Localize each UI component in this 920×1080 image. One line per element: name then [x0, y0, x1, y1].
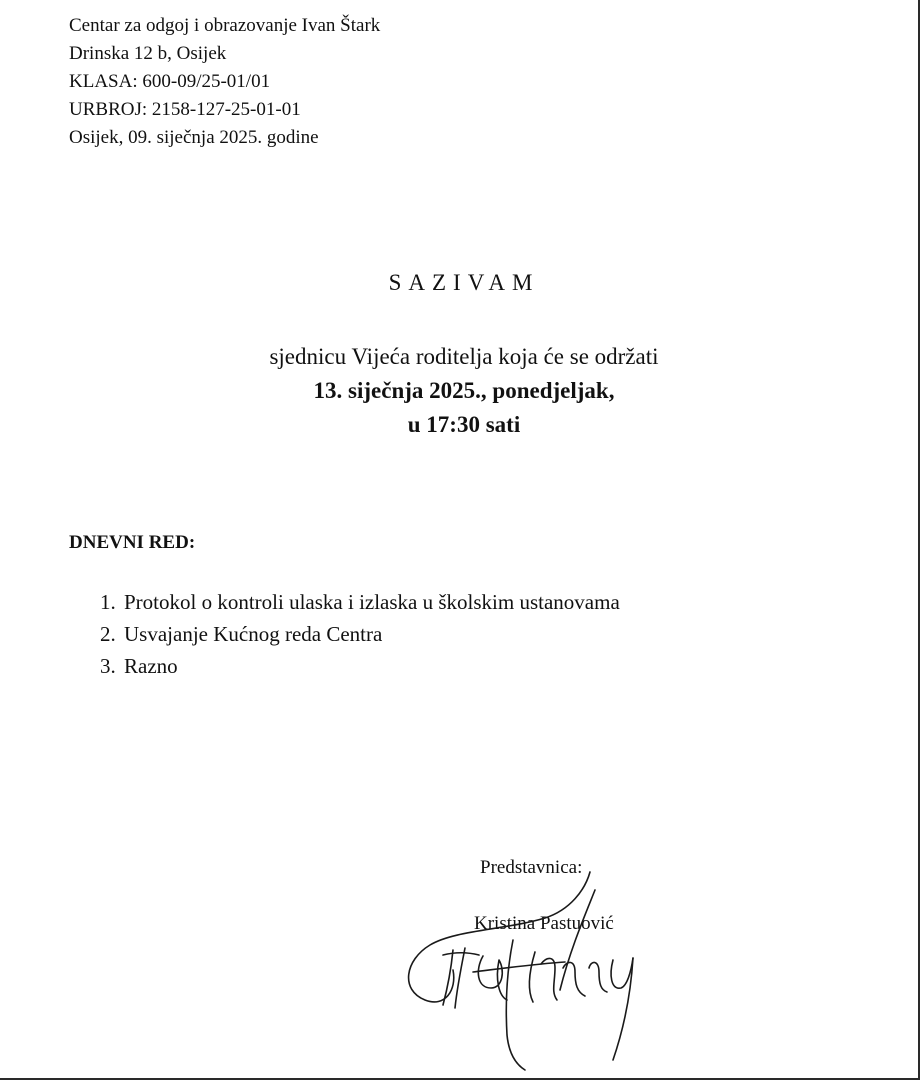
agenda-item-number: 3.	[100, 654, 116, 678]
agenda-item-text: Razno	[124, 654, 178, 678]
agenda-item-text: Protokol o kontroli ulaska i izlaska u školskim ustanovama	[124, 590, 620, 614]
agenda-item	[100, 650, 620, 682]
agenda-item-number: 1.	[100, 590, 116, 614]
agenda-item-text: Usvajanje Kućnog reda Centra	[124, 622, 383, 646]
institution-address: Drinska 12 b, Osijek	[69, 43, 227, 64]
handwritten-signature	[395, 860, 655, 1075]
agenda-list	[100, 586, 620, 682]
urbroj-number: URBROJ: 2158-127-25-01-01	[69, 99, 301, 120]
document-title: SAZIVAM	[388, 270, 540, 295]
meeting-announcement	[0, 340, 920, 442]
agenda-heading: DNEVNI RED:	[69, 532, 196, 553]
agenda-item-number: 2.	[100, 622, 116, 646]
meeting-time: u 17:30 sati	[407, 412, 521, 437]
document-header	[69, 12, 380, 152]
representative-name: Kristina Pastuović	[474, 913, 614, 934]
institution-name: Centar za odgoj i obrazovanje Ivan Štark	[69, 15, 381, 36]
agenda-item	[100, 618, 620, 650]
klasa-number: KLASA: 600-09/25-01/01	[69, 71, 271, 92]
meeting-description: sjednicu Vijeća roditelja koja će se održati	[269, 344, 659, 369]
place-date: Osijek, 09. siječnja 2025. godine	[69, 127, 319, 148]
agenda-item	[100, 586, 620, 618]
meeting-date: 13. siječnja 2025., ponedjeljak,	[313, 378, 615, 403]
representative-label: Predstavnica:	[480, 857, 583, 878]
